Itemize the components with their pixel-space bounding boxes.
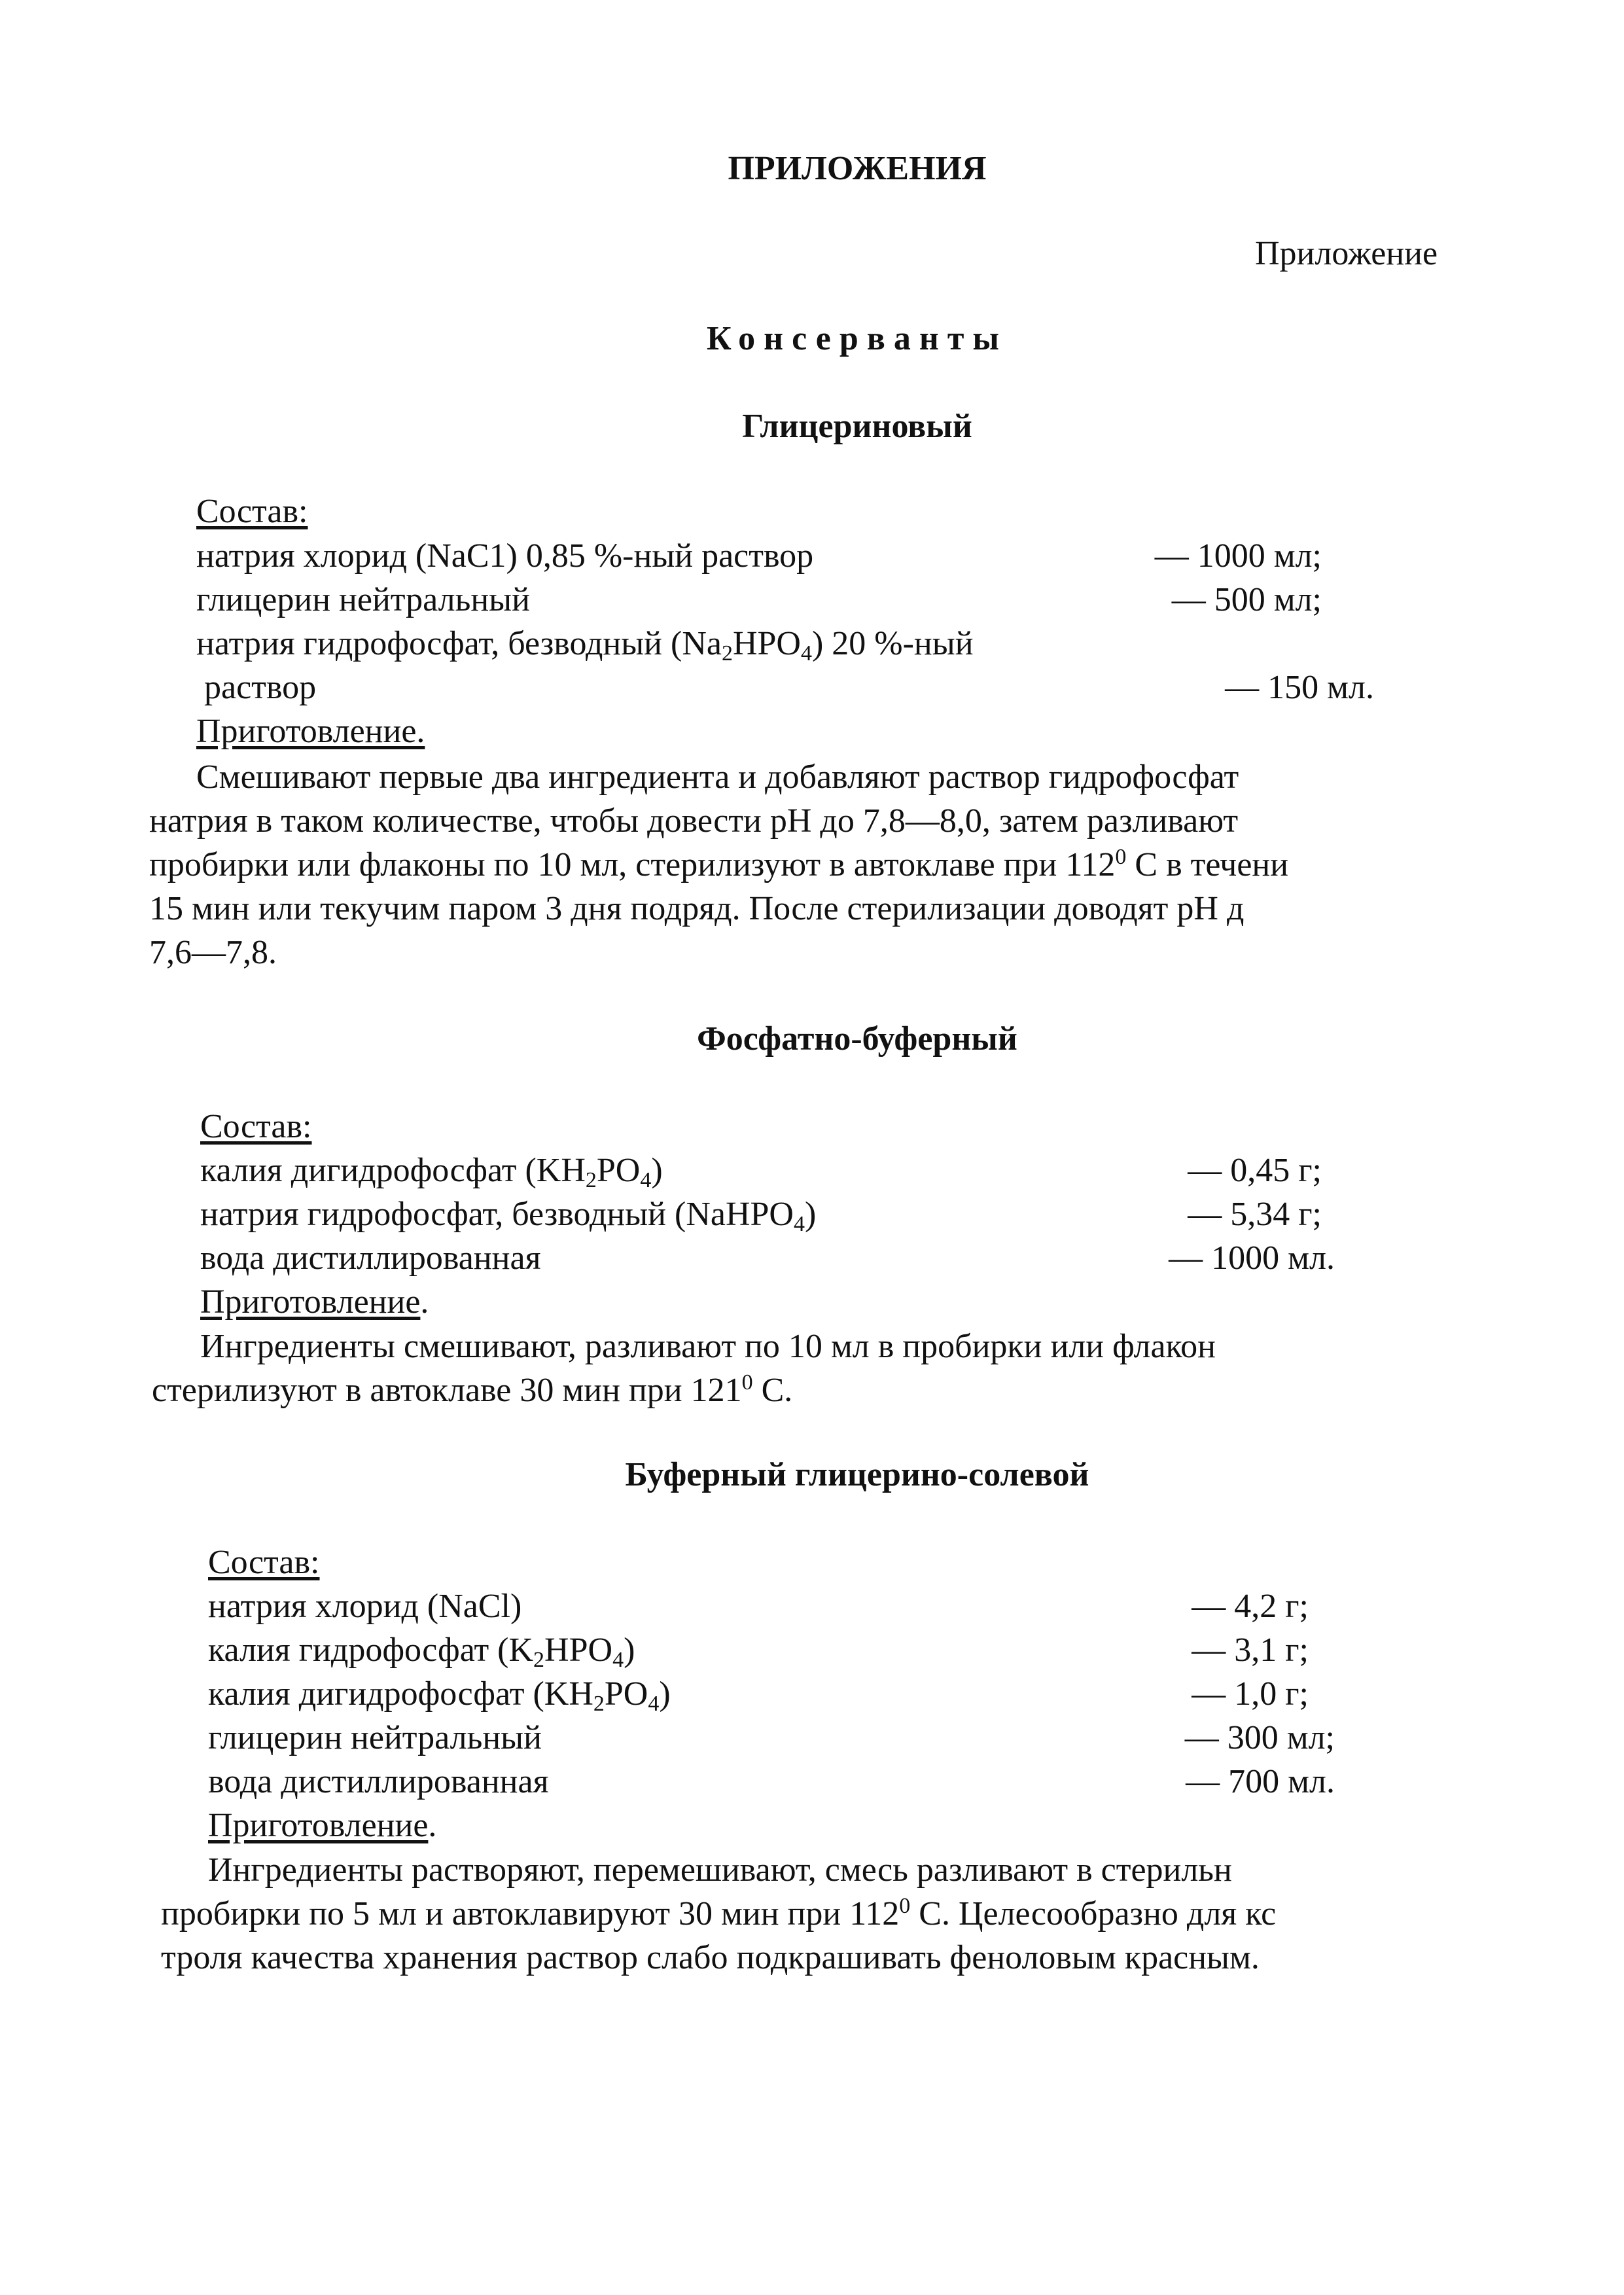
phosphate-heading: Фосфатно-буферный [697, 1020, 1017, 1058]
buffer-heading: Буферный глицерино-солевой [625, 1456, 1089, 1493]
glycerin-prep-label: Приготовление. [196, 713, 425, 750]
phosphate-prep-line: Ингредиенты смешивают, разливают по 10 мл в пробирки или флакон [200, 1328, 1216, 1365]
buffer-prep-label: Приготовление. [208, 1807, 437, 1844]
glycerin-item-name: раствор [204, 669, 317, 706]
buffer-prep-line: троля качества хранения раствор слабо подкрашивать феноловым красным. [161, 1939, 1260, 1976]
glycerin-composition-label: Состав: [196, 493, 308, 530]
buffer-item-name: калия дигидрофосфат $(KH_2PO_4)$ [208, 1675, 671, 1716]
buffer-item-amount: — 1,0 г; [1192, 1675, 1309, 1713]
glycerin-item-name: натрия хлорид (NaC1) 0,85 %-ный раствор [196, 537, 814, 575]
buffer-prep-line: пробирки по 5 мл и автоклавируют 30 мин при $112^0$ С. Целесообразно для кс [161, 1895, 1277, 1932]
buffer-item-name: вода дистиллированная [208, 1763, 549, 1800]
page-title: ПРИЛОЖЕНИЯ [728, 150, 987, 187]
phosphate-prep-label: Приготовление. [200, 1283, 429, 1321]
glycerin-prep-line: Смешивают первые два ингредиента и добавляют раствор гидрофосфат [196, 758, 1239, 796]
glycerin-prep-line: 7,6—7,8. [149, 934, 277, 971]
buffer-item-amount: — 4,2 г; [1192, 1588, 1309, 1625]
buffer-composition-label: Состав: [208, 1544, 320, 1581]
buffer-item-amount: — 3,1 г; [1192, 1631, 1309, 1669]
glycerin-item-amount: — 150 мл. [1225, 669, 1374, 706]
section-title: Консерванты [707, 320, 1008, 357]
buffer-prep-line: Ингредиенты растворяют, перемешивают, смесь разливают в стерильн [208, 1851, 1232, 1889]
phosphate-item-amount: — 1000 мл. [1169, 1239, 1335, 1277]
phosphate-item-name: вода дистиллированная [200, 1239, 541, 1277]
phosphate-item-amount: — 0,45 г; [1188, 1152, 1322, 1189]
appendix-label: Приложение [1255, 235, 1438, 272]
buffer-item-name: глицерин нейтральный [208, 1719, 542, 1756]
phosphate-composition-label: Состав: [200, 1108, 312, 1145]
phosphate-item-name: калия дигидрофосфат $(KH_2PO_4)$ [200, 1152, 663, 1192]
phosphate-item-name: натрия гидрофосфат, безводный (NaHPO$_4$) [200, 1196, 817, 1236]
buffer-item-amount: — 700 мл. [1186, 1763, 1335, 1800]
glycerin-item-amount: — 500 мл; [1171, 581, 1322, 618]
buffer-item-amount: — 300 мл; [1184, 1719, 1335, 1756]
glycerin-prep-line: 15 мин или текучим паром 3 дня подряд. После стерилизации доводят pH д [149, 890, 1244, 927]
buffer-item-name: натрия хлорид (NaCl) [208, 1588, 522, 1625]
glycerin-prep-line: пробирки или флаконы по 10 мл, стерилизуют в автоклаве при $112^0$ С в течени [149, 845, 1289, 883]
buffer-item-name: калия гидрофосфат $(K_2HPO_4)$ [208, 1631, 635, 1672]
glycerin-item-amount: — 1000 мл; [1154, 537, 1322, 575]
glycerin-prep-line: натрия в таком количестве, чтобы довести pH до 7,8—8,0, затем разливают [149, 802, 1239, 840]
phosphate-item-amount: — 5,34 г; [1188, 1196, 1322, 1233]
phosphate-prep-line: стерилизуют в автоклаве 30 мин при $121^0$ С. [152, 1370, 793, 1409]
glycerin-heading: Глицериновый [742, 408, 972, 445]
glycerin-item-name: глицерин нейтральный [196, 581, 530, 618]
glycerin-item-name: натрия гидрофосфат, безводный $(Na_2HPO_4)$ 20 %-ный [196, 625, 974, 666]
